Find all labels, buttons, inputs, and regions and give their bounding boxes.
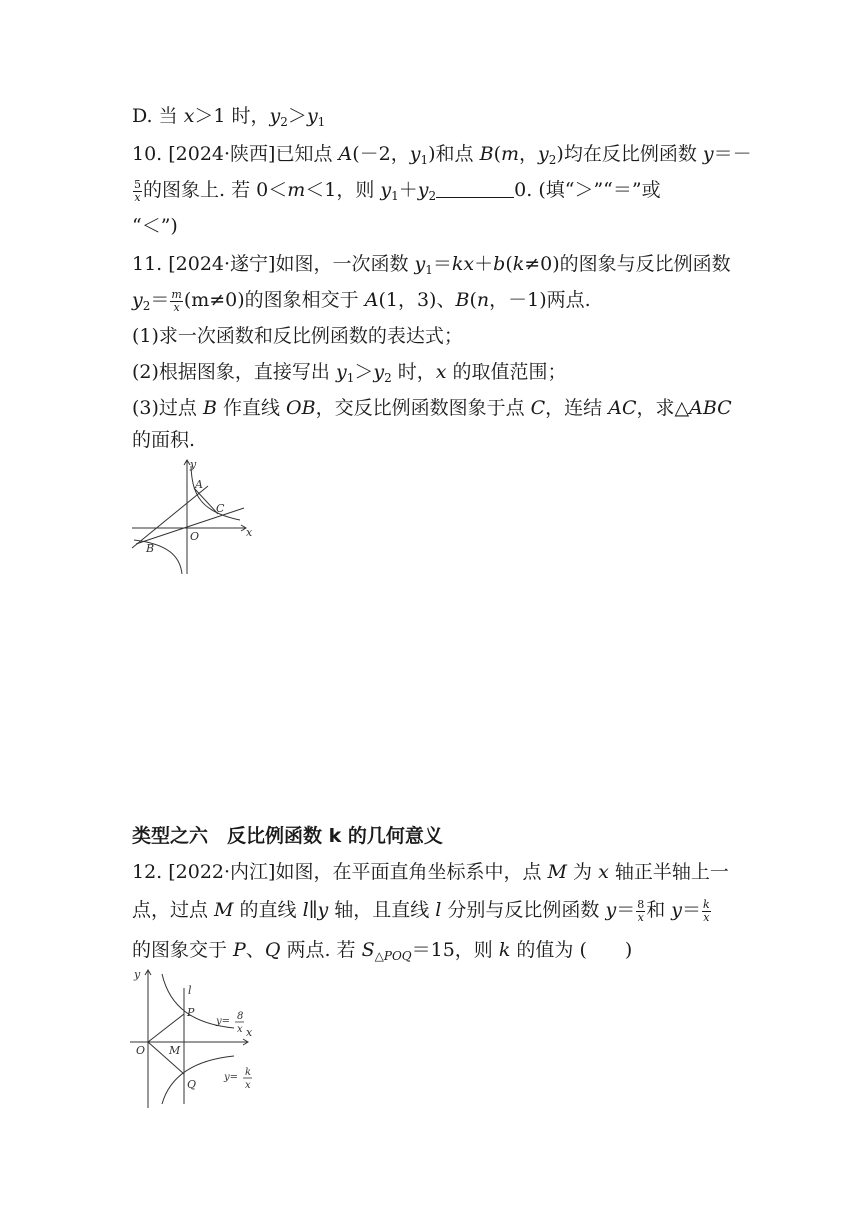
var-y: y: [538, 143, 549, 165]
y-axis-label: y: [190, 458, 197, 471]
denominator: x: [703, 910, 710, 924]
q11-part2: [132, 358, 732, 392]
var-k: k: [498, 939, 511, 961]
triangle-abc: ABC: [689, 397, 732, 419]
text: 12. [2022·内江]如图，在平面直角坐标系中，点: [132, 861, 548, 883]
text: ，交反比例函数图象于点: [315, 397, 531, 419]
text: ，求△: [636, 397, 690, 419]
text: 的值为 ( ): [510, 939, 633, 961]
var-m: m: [287, 179, 306, 201]
subscript: 1: [346, 371, 355, 385]
q10-line1: [132, 140, 752, 174]
var-y: y: [269, 105, 281, 127]
text: 轴，且直线: [328, 899, 436, 921]
var-x: x: [183, 105, 195, 127]
segment-op: [148, 1014, 184, 1042]
point-p: P: [233, 939, 246, 961]
text: ，－1)两点.: [489, 289, 591, 311]
text: 和: [646, 899, 672, 921]
subscript: 2: [384, 371, 392, 385]
text: 作直线: [216, 397, 287, 419]
q11-part3: [132, 394, 732, 422]
x-axis-label: x: [246, 1026, 253, 1039]
text: 两点. 若: [280, 939, 362, 961]
subscript: 2: [280, 115, 288, 129]
var-y: y: [317, 899, 329, 921]
text: 点，过点: [132, 899, 215, 921]
numerator: 5: [134, 177, 141, 191]
q11-part3-cont: 的面积.: [132, 429, 196, 451]
q11-line2: [132, 286, 732, 320]
var-y: y: [335, 361, 347, 383]
subscript: 1: [425, 263, 433, 277]
eq1-lhs: y=: [216, 1016, 231, 1027]
q12-line2: [132, 896, 732, 924]
var-y: y: [306, 105, 318, 127]
var-kx: kx: [451, 253, 475, 275]
text: (: [469, 289, 477, 311]
line-ob: OB: [286, 397, 316, 419]
y-axis-label: y: [134, 968, 141, 981]
q12-line1: [132, 858, 732, 886]
text: ≠0)的图象与反比例函数: [524, 253, 731, 275]
var-y: y: [702, 143, 714, 165]
subscript: 1: [420, 153, 429, 167]
eq2-numerator: k: [245, 1067, 252, 1078]
q11-part1: (1)求一次函数和反比例函数的表达式；: [132, 325, 463, 347]
text: (m≠0)的图象相交于: [183, 289, 365, 311]
var-m: m: [500, 143, 520, 165]
text: ＜1，则: [305, 179, 381, 201]
label-q: Q: [187, 1078, 197, 1091]
text: 、: [245, 939, 265, 961]
text: ＋: [398, 179, 418, 201]
point-m: M: [214, 899, 234, 921]
text: ＝－: [713, 143, 752, 165]
text: 轴正半轴上一: [608, 861, 729, 883]
point-b: B: [202, 397, 217, 419]
section-heading: 类型之六 反比例函数 k 的几何意义: [132, 825, 443, 847]
var-x: x: [435, 361, 447, 383]
text: ＝: [616, 899, 636, 921]
var-y: y: [409, 143, 421, 165]
text: ，: [519, 143, 539, 165]
label-b: B: [146, 542, 155, 555]
text: 分别与反比例函数: [441, 899, 606, 921]
var-s: S: [361, 939, 375, 961]
point-q: Q: [264, 939, 281, 961]
var-n: n: [476, 289, 490, 311]
text: ＝15，则: [411, 939, 499, 961]
var-y: y: [414, 253, 426, 275]
text: ，连结: [545, 397, 609, 419]
var-b: b: [493, 253, 506, 275]
subscript: 1: [317, 115, 326, 129]
var-y: y: [380, 179, 392, 201]
text: 的直线: [233, 899, 303, 921]
x-axis-label: x: [246, 526, 253, 539]
text: ＞: [354, 361, 374, 383]
text: )和点: [428, 143, 480, 165]
point-b: B: [455, 289, 470, 311]
point-a: A: [338, 143, 353, 165]
text: 10. [2024·陕西]已知点: [132, 143, 339, 165]
line-l: l: [435, 899, 442, 921]
text: ＝: [432, 253, 452, 275]
text: 为: [566, 861, 599, 883]
label-c: C: [216, 502, 225, 515]
text: 的取值范围；: [446, 361, 567, 383]
fraction-k-over-x: [702, 899, 711, 924]
var-k: k: [512, 253, 525, 275]
eq2-lhs: y=: [224, 1072, 239, 1083]
q12-figure: [126, 964, 260, 1112]
parallel-symbol: ∥: [308, 899, 318, 921]
subscript: △POQ: [374, 949, 412, 963]
text: D. 当: [132, 105, 184, 127]
var-y: y: [373, 361, 385, 383]
text: ＞: [287, 105, 307, 127]
point-m: M: [547, 861, 567, 883]
text: ＝: [682, 899, 702, 921]
segment-ac: AC: [608, 397, 637, 419]
point-b: B: [479, 143, 494, 165]
text: (－2，: [352, 143, 410, 165]
q11-line1: [132, 250, 732, 284]
numerator: k: [703, 897, 710, 911]
denominator: x: [173, 300, 180, 314]
eq1-numerator: 8: [237, 1011, 244, 1022]
q11-figure: [128, 456, 258, 578]
label-p: P: [187, 1006, 195, 1019]
var-y: y: [671, 899, 682, 921]
fraction-5-over-x: [133, 179, 142, 204]
label-a: A: [195, 478, 203, 491]
text: )均在反比例函数: [556, 143, 703, 165]
text: (: [493, 143, 501, 165]
text: (2)根据图象，直接写出: [132, 361, 336, 383]
text: 的图象上. 若 0＜: [143, 179, 288, 201]
answer-blank[interactable]: [436, 181, 514, 198]
label-m: M: [169, 1044, 181, 1057]
text: ＞1 时，: [194, 105, 270, 127]
subscript: 1: [391, 189, 399, 203]
text: 11. [2024·遂宁]如图，一次函数: [132, 253, 415, 275]
hyperbola-branch-q3: [134, 540, 182, 574]
numerator: m: [171, 287, 182, 301]
text: (3)过点: [132, 397, 203, 419]
var-y: y: [605, 899, 617, 921]
denominator: x: [134, 190, 141, 204]
q10-line3: “＜”): [132, 215, 178, 237]
text: ＋: [474, 253, 494, 275]
subscript: 2: [428, 189, 437, 203]
subscript: 2: [142, 299, 151, 313]
text: ＝: [150, 289, 170, 311]
line-l: l: [302, 899, 309, 921]
subscript: 2: [548, 153, 557, 167]
segment-ac: [194, 488, 218, 514]
eq2-denominator: x: [245, 1080, 251, 1091]
fraction-8-over-x: [636, 899, 645, 924]
text: (1，3)、: [378, 289, 456, 311]
denominator: x: [637, 910, 644, 924]
point-c: C: [530, 397, 546, 419]
var-x: x: [598, 861, 609, 883]
text: 的图象交于: [132, 939, 234, 961]
option-d: [132, 102, 732, 136]
fraction-m-over-x: [170, 289, 182, 314]
label-o: O: [136, 1044, 146, 1057]
line-l-label: l: [188, 984, 192, 997]
var-y: y: [417, 179, 429, 201]
text: 时，: [391, 361, 436, 383]
text: 0. (填“＞”“＝”或: [514, 179, 661, 201]
var-y: y: [132, 289, 143, 311]
text: (: [505, 253, 513, 275]
label-o: O: [190, 530, 200, 543]
numerator: 8: [637, 897, 645, 911]
point-a: A: [364, 289, 379, 311]
q10-line2: [132, 176, 732, 210]
eq1-denominator: x: [237, 1024, 243, 1035]
